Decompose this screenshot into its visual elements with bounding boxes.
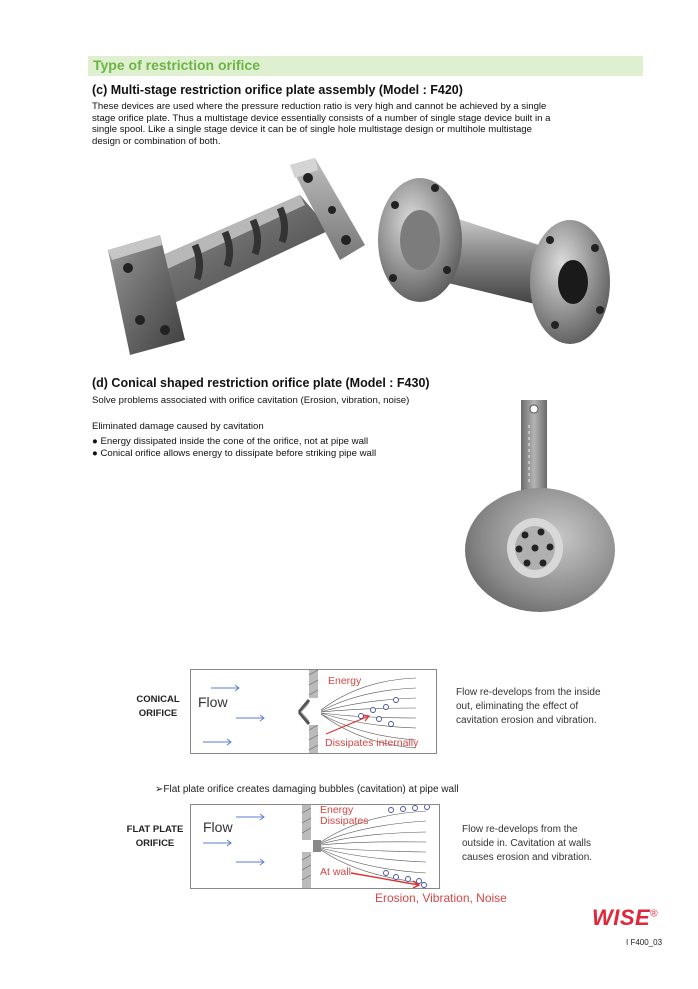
dissipates-label: Dissipates internally [325, 737, 419, 749]
conical-orifice-label [128, 693, 188, 721]
flat-plate-description [462, 823, 592, 865]
multistage-cutaway-image [100, 150, 365, 360]
conical-orifice-plate-image [455, 395, 630, 615]
multistage-line: design or combination of both. [92, 135, 221, 147]
flat-plate-orifice-label [120, 823, 190, 851]
flat-plate-note: ➢Flat plate orifice creates damaging bubbles (cavitation) at pipe wall [155, 784, 459, 795]
desc-line: Flow re-develops from the inside [456, 687, 601, 698]
at-wall-label: At wall [320, 866, 351, 878]
label-line: FLAT PLATE [126, 824, 184, 835]
desc-line: causes erosion and vibration. [462, 852, 593, 863]
flow-label: Flow [203, 819, 233, 835]
dissipates-label: Dissipates [320, 815, 369, 827]
label-line: ORIFICE [135, 838, 175, 849]
desc-line: outside in. Cavitation at walls [462, 838, 591, 849]
erosion-caption: Erosion, Vibration, Noise [375, 891, 507, 905]
desc-line: Flow re-develops from the [462, 824, 578, 835]
conical-subhead: Eliminated damage caused by cavitation [92, 421, 264, 432]
label-line: ORIFICE [138, 708, 178, 719]
multistage-line: single spool. Like a single stage device it can be of single hole multistage design or multihole multistage [92, 124, 532, 136]
flat-plate-flow-graphic [191, 805, 439, 888]
multistage-assembly-image [375, 160, 615, 355]
bullet-item: ● Energy dissipated inside the cone of the orifice, not at pipe wall [92, 436, 369, 447]
flow-label: Flow [198, 694, 228, 710]
heading-multistage: (c) Multi-stage restriction orifice plate assembly (Model : F420) [92, 83, 463, 97]
energy-label: Energy [328, 675, 362, 687]
desc-line: out, eliminating the effect of [456, 701, 579, 712]
label-line: CONICAL [136, 694, 180, 705]
multistage-line: stage orifice plate. Thus a multistage device essentially consists of a number of single stage device built in a [92, 112, 551, 124]
bullet-item: ● Conical orifice allows energy to dissipate before striking pipe wall [92, 448, 377, 459]
wise-logo [592, 905, 658, 931]
conical-intro: Solve problems associated with orifice cavitation (Erosion, vibration, noise) [92, 395, 410, 406]
multistage-line: These devices are used where the pressure reduction ratio is very high and cannot be achieved by a single [92, 101, 547, 112]
registered-mark: ® [650, 908, 659, 920]
section-title: Type of restriction orifice [93, 57, 260, 73]
heading-conical: (d) Conical shaped restriction orifice plate (Model : F430) [92, 376, 430, 390]
energy-label: Energy [320, 804, 354, 816]
page-code: I F400_03 [626, 938, 663, 947]
multistage-description [92, 101, 632, 147]
desc-line: cavitation erosion and vibration. [456, 715, 597, 726]
conical-description [456, 686, 601, 728]
brand-name: WISE [592, 905, 651, 930]
